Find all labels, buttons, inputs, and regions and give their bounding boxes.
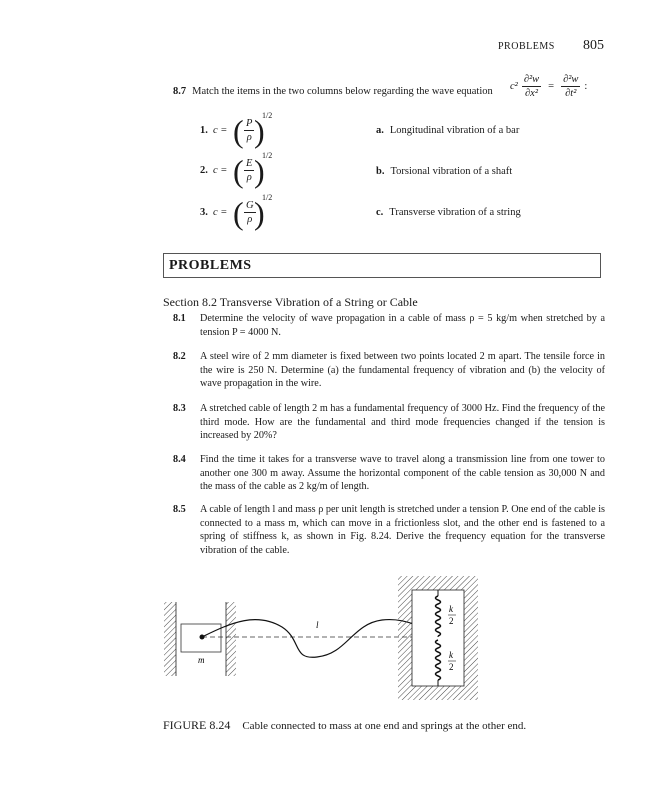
wave-eq-lhs xyxy=(522,73,541,100)
page-number: 805 xyxy=(583,38,604,53)
fraction-num: E xyxy=(246,158,253,169)
match-item-label: 2. xyxy=(200,165,208,176)
wave-eq-lhs-num: ∂²w xyxy=(523,74,540,85)
figure-caption-label: FIGURE 8.24 xyxy=(163,718,231,732)
figure-8-24 xyxy=(162,572,482,707)
match-item-lhs: c = xyxy=(213,165,228,176)
wave-eq-lhs-den: ∂x² xyxy=(524,88,538,99)
option-text: Torsional vibration of a shaft xyxy=(390,166,513,177)
cable-end-left xyxy=(200,635,205,640)
problem-text: A stretched cable of length 2 m has a fundamental frequency of 3000 Hz. Find the frequency of the third mode. How are the fundamental and third mode frequencies changed if the tension is increased by 20%? xyxy=(200,403,605,441)
problem-number: 8.5 xyxy=(173,504,186,515)
option-text: Transverse vibration of a string xyxy=(389,207,521,218)
left-ground-hatch xyxy=(164,602,176,676)
spring-bottom-k: k xyxy=(449,650,453,660)
section-heading: Section 8.2 Transverse Vibration of a String or Cable xyxy=(163,295,418,309)
wave-eq-equals: = xyxy=(548,81,555,92)
problem-8-2 xyxy=(173,350,605,391)
fraction-den: ρ xyxy=(247,214,253,225)
slot-wall-hatch xyxy=(226,602,236,676)
problem-number: 8.2 xyxy=(173,351,186,362)
fraction-num: P xyxy=(246,118,253,129)
problem-text: A cable of length l and mass ρ per unit length is stretched under a tension P. One end of the cable is connected to a mass m, which can move in a frictionless slot, and the other end is fastened to a spring of stiffness k, as shown in Fig. 8.24. Derive the frequency equation for the transverse vibration of the cable. xyxy=(200,504,605,556)
problem-8-1 xyxy=(173,312,605,339)
problem-number: 8.1 xyxy=(173,313,186,324)
figure-caption xyxy=(163,718,526,733)
problem-8-3 xyxy=(173,402,605,443)
left-paren: ( xyxy=(233,195,244,231)
match-item-fraction xyxy=(244,157,254,184)
wave-eq-rhs-den: ∂t² xyxy=(565,88,577,99)
right-paren: ) xyxy=(254,195,265,231)
problem-text: A steel wire of 2 mm diameter is fixed between two points located 2 m apart. The tensile force in the wire is 250 N. Determine (a) the fundamental frequency of vibration and (b) the velocity of wave propagation in the wire. xyxy=(200,351,605,389)
match-option-a xyxy=(376,125,519,136)
match-option-b xyxy=(376,166,512,177)
problem-number: 8.3 xyxy=(173,403,186,414)
problem-8-4 xyxy=(173,453,605,494)
problems-heading: PROBLEMS xyxy=(169,258,252,273)
left-paren: ( xyxy=(233,153,244,189)
spring-top-k: k xyxy=(449,604,453,614)
problem-text: Match the items in the two columns below regarding the wave equation xyxy=(192,86,493,97)
right-paren: ) xyxy=(254,153,265,189)
problems-heading-box xyxy=(163,253,601,278)
option-text: Longitudinal vibration of a bar xyxy=(389,125,520,136)
option-label: a. xyxy=(376,125,384,136)
option-label: c. xyxy=(376,207,384,218)
problem-number: 8.4 xyxy=(173,454,186,465)
exponent: 1/2 xyxy=(262,151,273,160)
mass-label: m xyxy=(198,655,205,665)
problem-number: 8.7 xyxy=(173,86,187,97)
figure-caption-text: Cable connected to mass at one end and springs at the other end. xyxy=(242,720,527,732)
wave-eq-c2: c² xyxy=(510,81,518,92)
wave-eq-rhs xyxy=(561,73,580,100)
fraction-num: G xyxy=(246,200,254,211)
exponent: 1/2 xyxy=(262,111,273,120)
match-item-lhs: c = xyxy=(213,207,228,218)
problem-text: Find the time it takes for a transverse wave to travel along a transmission line from one tower to another one 300 m away. Assume the horizontal component of the cable tension as 30,000 N and the mass of the cable as 2 kg/m of length. xyxy=(200,454,605,492)
exponent: 1/2 xyxy=(262,193,273,202)
right-paren: ) xyxy=(254,113,265,149)
match-item-label: 3. xyxy=(200,207,208,218)
fraction-den: ρ xyxy=(246,172,252,183)
match-option-c xyxy=(376,207,521,218)
problem-8-7-statement xyxy=(173,86,493,97)
option-label: b. xyxy=(376,166,385,177)
fraction-den: ρ xyxy=(246,132,252,143)
wave-eq-rhs-num: ∂²w xyxy=(563,74,579,85)
left-paren: ( xyxy=(233,113,244,149)
match-item-fraction xyxy=(244,117,254,144)
match-item-label: 1. xyxy=(200,125,208,136)
problem-8-5 xyxy=(173,503,605,557)
problem-text: Determine the velocity of wave propagation in a cable of mass ρ = 5 kg/m when stretched by a tension P = 4000 N. xyxy=(200,313,605,338)
running-header-title: PROBLEMS xyxy=(498,41,555,52)
spring-bottom-2: 2 xyxy=(449,662,454,672)
length-label: l xyxy=(316,620,319,630)
wave-eq-colon: : xyxy=(584,81,588,92)
spring-top-2: 2 xyxy=(449,616,454,626)
wave-equation xyxy=(510,73,587,100)
match-item-lhs: c = xyxy=(213,125,228,136)
